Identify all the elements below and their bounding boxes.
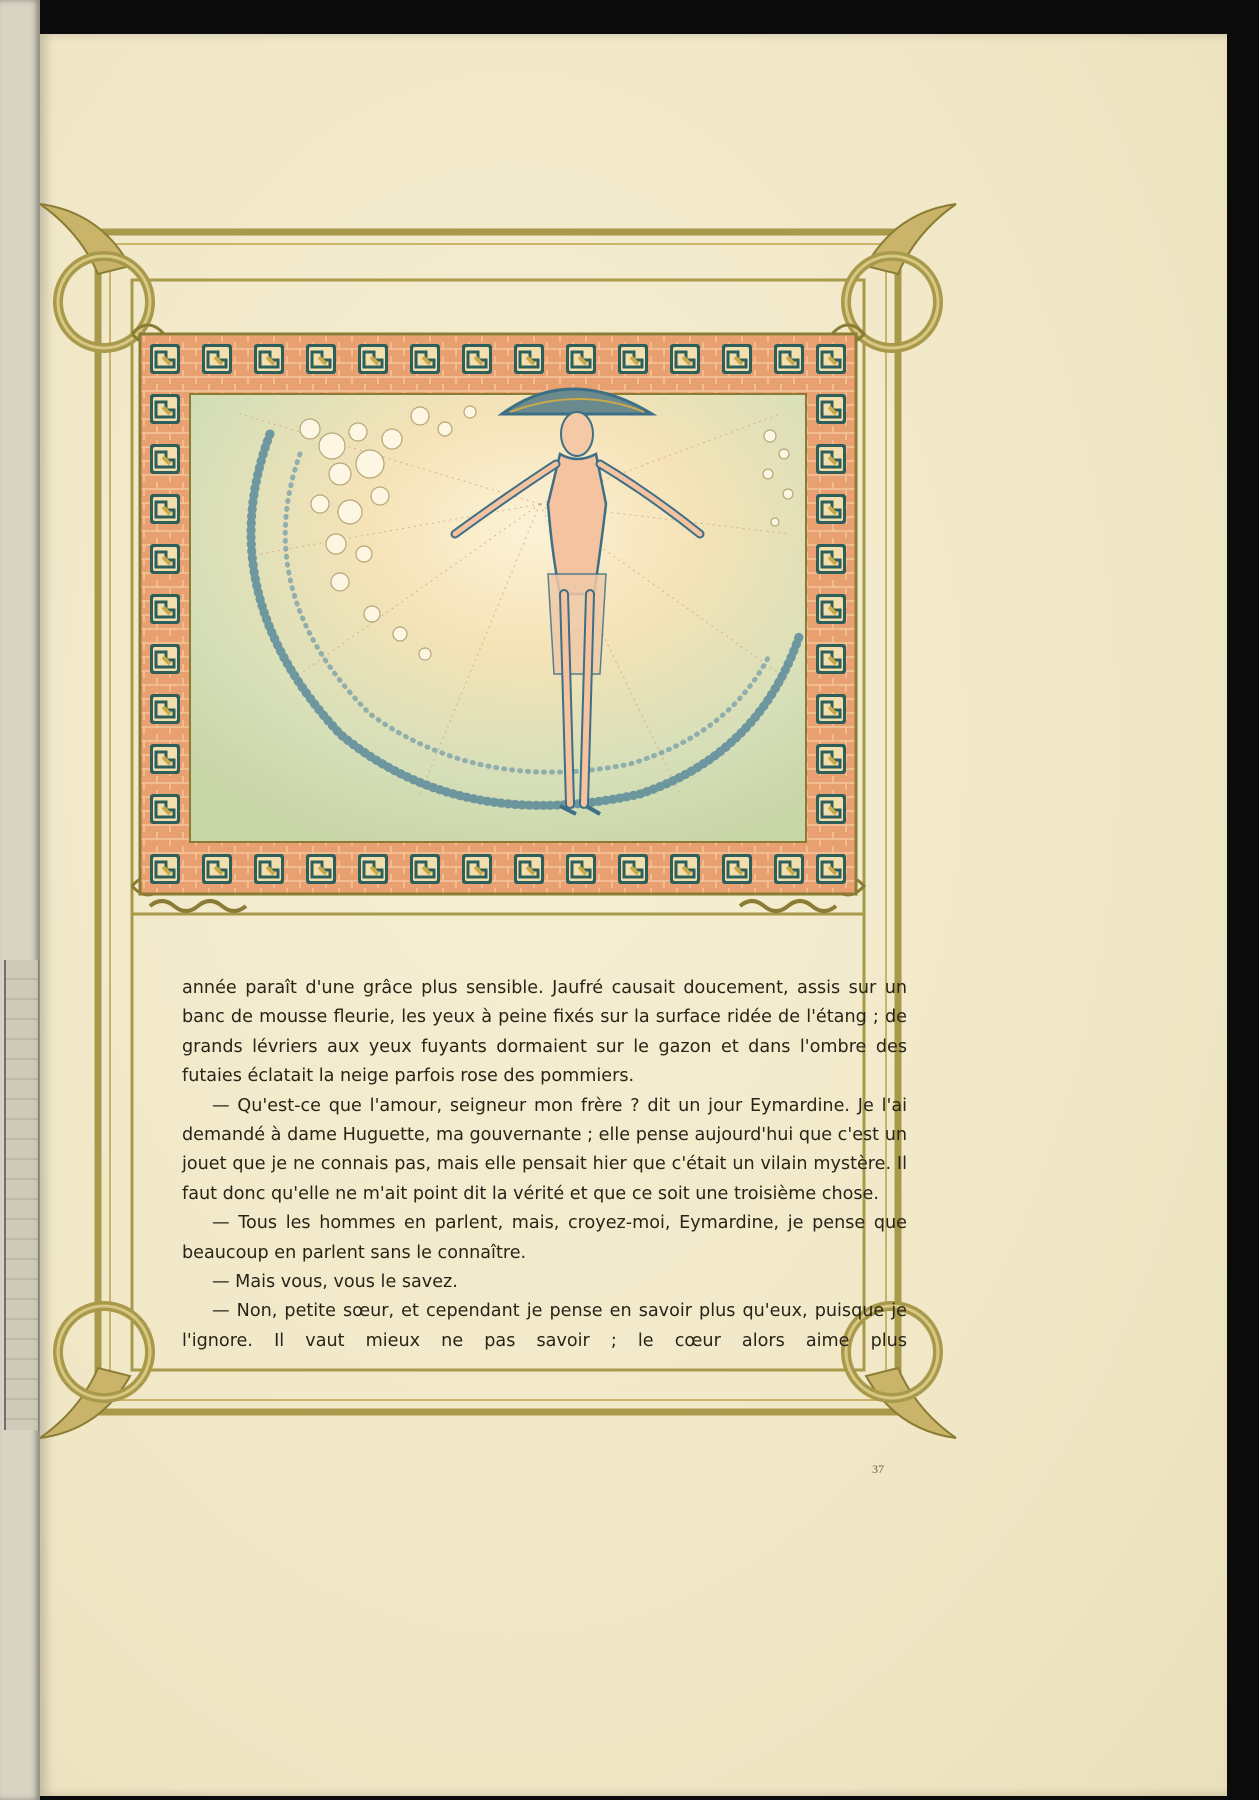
paragraph-4: — Mais vous, vous le savez. [212,1272,458,1293]
adjacent-page-edge [0,0,40,1800]
paragraph-2: — Qu'est-ce que l'amour, seigneur mon frère ? dit un jour Eymardine. Je l'ai demandé à dame Huguette, ma gouvernante ; elle pense aujourd'hui que c'est un jouet que je ne connais pas, mais elle pensait hier que c'était un vilain mystère. Il faut donc qu'elle ne m'ait point dit la vérité et que ce soit une troisième chose. [182,1095,907,1204]
book-page [40,34,1227,1796]
illustration-figure [190,389,806,842]
paragraph-3: — Tous les hommes en parlent, mais, croyez-moi, Eymardine, je pense que beaucoup en parlent sans le connaître. [182,1213,907,1263]
page-number: 37 [872,1462,884,1476]
ornamental-frame [40,34,1227,1796]
paragraph-1: année paraît d'une grâce plus sensible. Jaufré causait doucement, assis sur un banc de mousse fleurie, les yeux à peine fixés sur la surface ridée de l'étang ; de grands lévriers aux yeux fuyants dormaient sur le gazon et dans l'ombre des futaies éclatait la neige parfois rose des pommiers. [182,978,907,1087]
story-text [182,974,907,1356]
adjacent-page-illustration [4,960,39,1430]
paragraph-5: — Non, petite sœur, et cependant je pense en savoir plus qu'eux, puisque je l'ignore. Il vaut mieux ne pas savoir ; le cœur alors aime plus [182,1301,907,1351]
